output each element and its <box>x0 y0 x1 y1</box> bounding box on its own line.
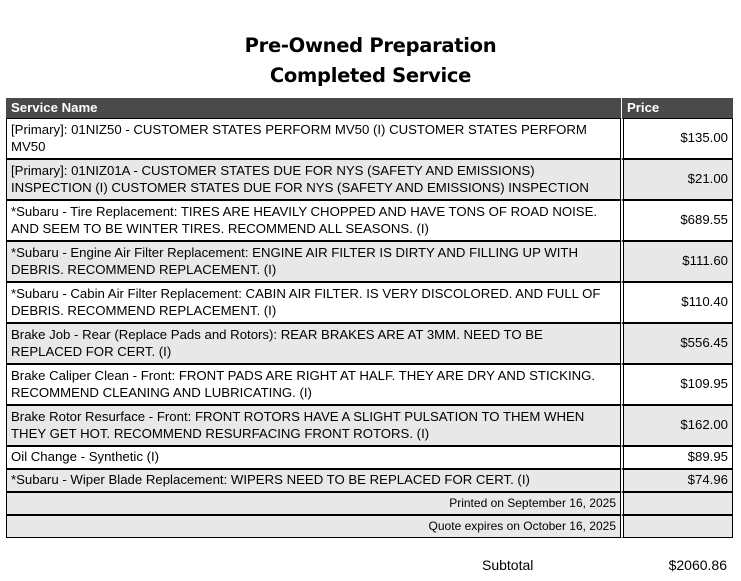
price-cell: $110.40 <box>621 282 733 323</box>
price-cell: $111.60 <box>621 241 733 282</box>
quote-expiry-date: Quote expires on October 16, 2025 <box>6 515 621 538</box>
table-row <box>6 241 733 282</box>
subtotal-label: Subtotal <box>482 557 534 573</box>
service-name-cell: Brake Caliper Clean - Front: FRONT PADS ARE RIGHT AT HALF. THEY ARE DRY AND STICKING. RECOMMEND CLEANING AND LUBRICATING. (I) <box>6 364 621 405</box>
table-row <box>6 469 733 492</box>
price-cell: $109.95 <box>621 364 733 405</box>
printed-date: Printed on September 16, 2025 <box>6 492 621 515</box>
expires-empty-cell <box>621 515 733 538</box>
subtotal-value: $2060.86 <box>668 557 727 573</box>
table-header-row <box>6 98 733 118</box>
price-cell: $689.55 <box>621 200 733 241</box>
service-name-cell: *Subaru - Cabin Air Filter Replacement: CABIN AIR FILTER. IS VERY DISCOLORED. AND FULL OF DEBRIS. RECOMMEND REPLACEMENT. (I) <box>6 282 621 323</box>
table-row <box>6 446 733 469</box>
service-name-cell: *Subaru - Engine Air Filter Replacement: ENGINE AIR FILTER IS DIRTY AND FILLING UP WITH DEBRIS. RECOMMEND REPLACEMENT. (I) <box>6 241 621 282</box>
service-name-cell: [Primary]: 01NIZ01A - CUSTOMER STATES DUE FOR NYS (SAFETY AND EMISSIONS) INSPECTION (I) CUSTOMER STATES DUE FOR NYS (SAFETY AND EMISSIONS) INSPECTION <box>6 159 621 200</box>
price-cell: $21.00 <box>621 159 733 200</box>
service-name-cell: Oil Change - Synthetic (I) <box>6 446 621 469</box>
price-cell: $89.95 <box>621 446 733 469</box>
table-row <box>6 323 733 364</box>
service-name-cell: *Subaru - Wiper Blade Replacement: WIPERS NEED TO BE REPLACED FOR CERT. (I) <box>6 469 621 492</box>
printed-row <box>6 492 733 515</box>
table-row <box>6 364 733 405</box>
table-row <box>6 159 733 200</box>
title-line-1: Pre-Owned Preparation <box>244 34 497 57</box>
title-line-2: Completed Service <box>269 64 472 87</box>
service-table <box>6 98 733 538</box>
table-row <box>6 405 733 446</box>
service-name-cell: Brake Job - Rear (Replace Pads and Rotors): REAR BRAKES ARE AT 3MM. NEED TO BE REPLACED FOR CERT. (I) <box>6 323 621 364</box>
column-header-price: Price <box>621 98 733 118</box>
table-row <box>6 118 733 159</box>
table-row <box>6 282 733 323</box>
service-name-cell: *Subaru - Tire Replacement: TIRES ARE HEAVILY CHOPPED AND HAVE TONS OF ROAD NOISE. AND SEEM TO BE WINTER TIRES. RECOMMEND ALL SEASONS. (I) <box>6 200 621 241</box>
printed-empty-cell <box>621 492 733 515</box>
price-cell: $162.00 <box>621 405 733 446</box>
page-title <box>0 31 741 91</box>
price-cell: $556.45 <box>621 323 733 364</box>
table-row <box>6 200 733 241</box>
price-cell: $74.96 <box>621 469 733 492</box>
column-header-service-name: Service Name <box>6 98 621 118</box>
expires-row <box>6 515 733 538</box>
service-name-cell: [Primary]: 01NIZ50 - CUSTOMER STATES PERFORM MV50 (I) CUSTOMER STATES PERFORM MV50 <box>6 118 621 159</box>
service-name-cell: Brake Rotor Resurface - Front: FRONT ROTORS HAVE A SLIGHT PULSATION TO THEM WHEN THEY GET HOT. RECOMMEND RESURFACING FRONT ROTORS. (I) <box>6 405 621 446</box>
price-cell: $135.00 <box>621 118 733 159</box>
